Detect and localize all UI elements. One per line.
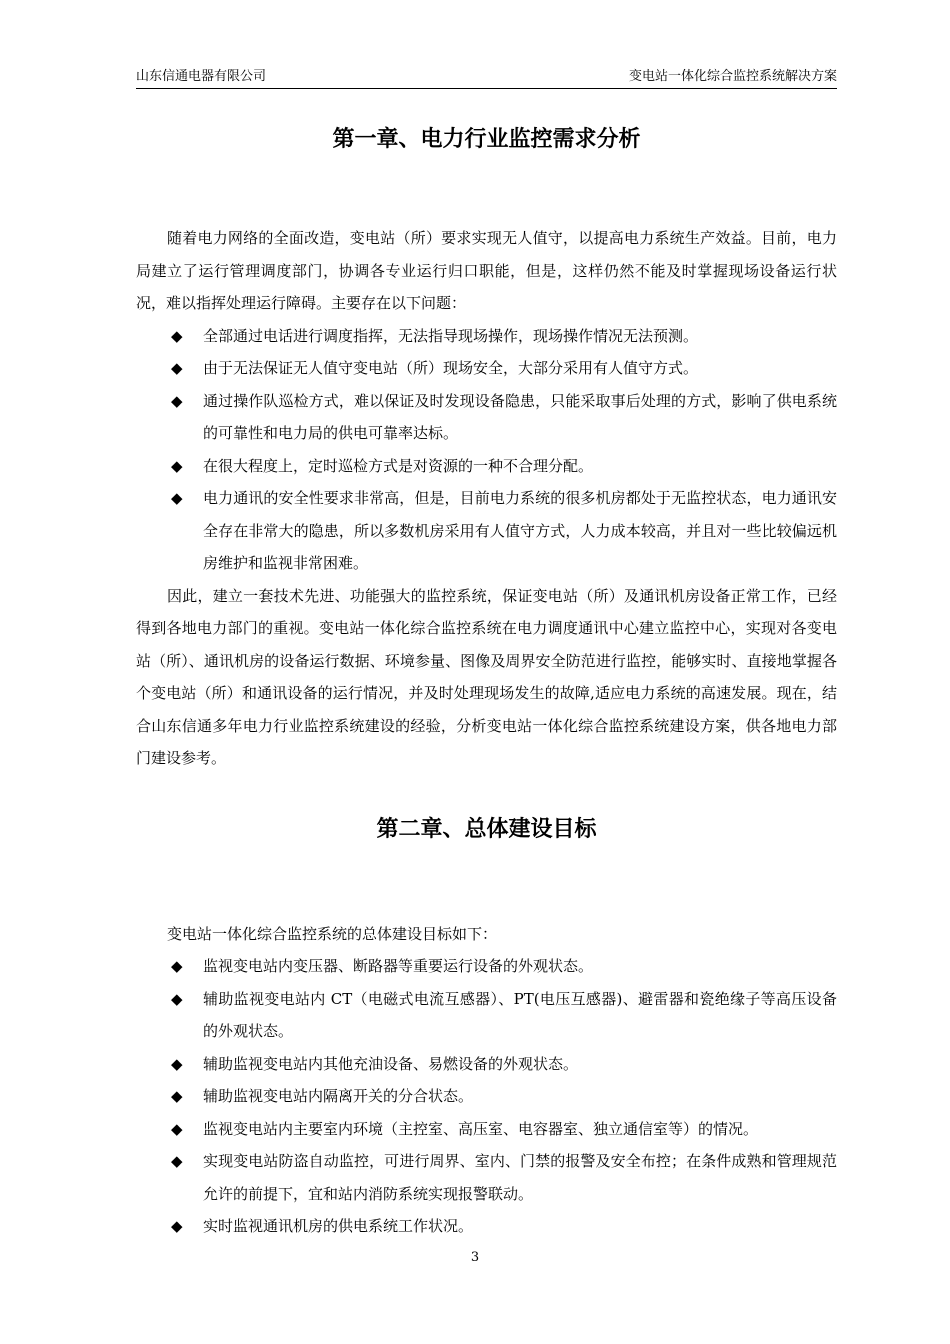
- diamond-bullet-icon: ◆: [171, 391, 183, 410]
- list-item: [136, 950, 837, 983]
- chapter2-bullet-list: [136, 950, 837, 1243]
- list-item: [136, 1210, 837, 1243]
- list-item-text: 监视变电站内主要室内环境（主控室、高压室、电容器室、独立通信室等）的情况。: [203, 1119, 759, 1138]
- list-item-text: 辅助监视变电站内 CT（电磁式电流互感器）、PT(电压互感器)、避雷器和瓷绝缘子等高压设备的外观状态。: [203, 989, 837, 1040]
- diamond-bullet-icon: ◆: [171, 1217, 183, 1235]
- list-item-text: 实现变电站防盗自动监控，可进行周界、室内、门禁的报警及安全布控；在条件成熟和管理规范允许的前提下，宜和站内消防系统实现报警联动。: [203, 1152, 837, 1203]
- list-item: [136, 1113, 837, 1146]
- chapter1-bullet-list: [136, 320, 837, 580]
- diamond-bullet-icon: ◆: [171, 1152, 183, 1170]
- header-doc-title: 变电站一体化综合监控系统解决方案: [628, 69, 837, 84]
- list-item-text: 电力通讯的安全性要求非常高，但是，目前电力系统的很多机房都处于无监控状态，电力通讯安全存在非常大的隐患，所以多数机房采用有人值守方式，人力成本较高，并且对一些比较偏远机房维护和监视非常困难。: [203, 489, 837, 572]
- list-item: [136, 450, 837, 483]
- chapter1-intro: 随着电力网络的全面改造，变电站（所）要求实现无人值守，以提高电力系统生产效益。目前，电力局建立了运行管理调度部门，协调各专业运行归口职能，但是，这样仍然不能及时掌握现场设备运行状况，难以指挥处理运行障碍。主要存在以下问题：: [136, 229, 837, 312]
- diamond-bullet-icon: ◆: [171, 989, 183, 1008]
- page-number: 3: [470, 1250, 480, 1265]
- list-item-text: 辅助监视变电站内隔离开关的分合状态。: [203, 1087, 474, 1105]
- list-item-text: 由于无法保证无人值守变电站（所）现场安全，大部分采用有人值守方式。: [203, 359, 699, 377]
- list-item: [136, 352, 837, 385]
- list-item: [136, 385, 837, 450]
- diamond-bullet-icon: ◆: [171, 326, 183, 345]
- list-item: [136, 1080, 837, 1113]
- diamond-bullet-icon: ◆: [171, 957, 183, 975]
- diamond-bullet-icon: ◆: [171, 359, 183, 377]
- list-item-text: 在很大程度上，定时巡检方式是对资源的一种不合理分配。: [203, 456, 594, 475]
- chapter2-intro: 变电站一体化综合监控系统的总体建设目标如下：: [167, 924, 498, 943]
- list-item-text: 通过操作队巡检方式，难以保证及时发现设备隐患，只能采取事后处理的方式，影响了供电系统的可靠性和电力局的供电可靠率达标。: [203, 391, 837, 442]
- list-item-text: 全部通过电话进行调度指挥，无法指导现场操作，现场操作情况无法预测。: [203, 326, 699, 345]
- list-item: [136, 1048, 837, 1081]
- list-item-text: 辅助监视变电站内其他充油设备、易燃设备的外观状态。: [203, 1054, 579, 1073]
- list-item-text: 监视变电站内变压器、断路器等重要运行设备的外观状态。: [203, 957, 594, 975]
- diamond-bullet-icon: ◆: [171, 489, 183, 507]
- page-header: [136, 66, 837, 89]
- chapter1-title: 第一章、电力行业监控需求分析: [332, 127, 641, 152]
- header-company: 山东信通电器有限公司: [136, 69, 267, 84]
- chapter1-conclusion: 因此，建立一套技术先进、功能强大的监控系统，保证变电站（所）及通讯机房设备正常工作，已经得到各地电力部门的重视。变电站一体化综合监控系统在电力调度通讯中心建立监控中心，实现对各变电站（所）、通讯机房的设备运行数据、环境参量、图像及周界安全防范进行监控，能够实时、直接地掌握各个变电站（所）和通讯设备的运行情况，并及时处理现场发生的故障,适应电力系统的高速发展。现在，结合山东信通多年电力行业监控系统建设的经验，分析变电站一体化综合监控系统建设方案，供各地电力部门建设参考。: [136, 586, 837, 767]
- list-item: [136, 1145, 837, 1210]
- diamond-bullet-icon: ◆: [171, 456, 183, 475]
- diamond-bullet-icon: ◆: [171, 1087, 183, 1105]
- diamond-bullet-icon: ◆: [171, 1119, 183, 1138]
- page-content: [136, 120, 837, 1243]
- list-item: [136, 983, 837, 1048]
- list-item: [136, 320, 837, 353]
- diamond-bullet-icon: ◆: [171, 1054, 183, 1073]
- list-item: [136, 482, 837, 580]
- chapter2-title: 第二章、总体建设目标: [376, 816, 597, 842]
- list-item-text: 实时监视通讯机房的供电系统工作状况。: [203, 1217, 474, 1235]
